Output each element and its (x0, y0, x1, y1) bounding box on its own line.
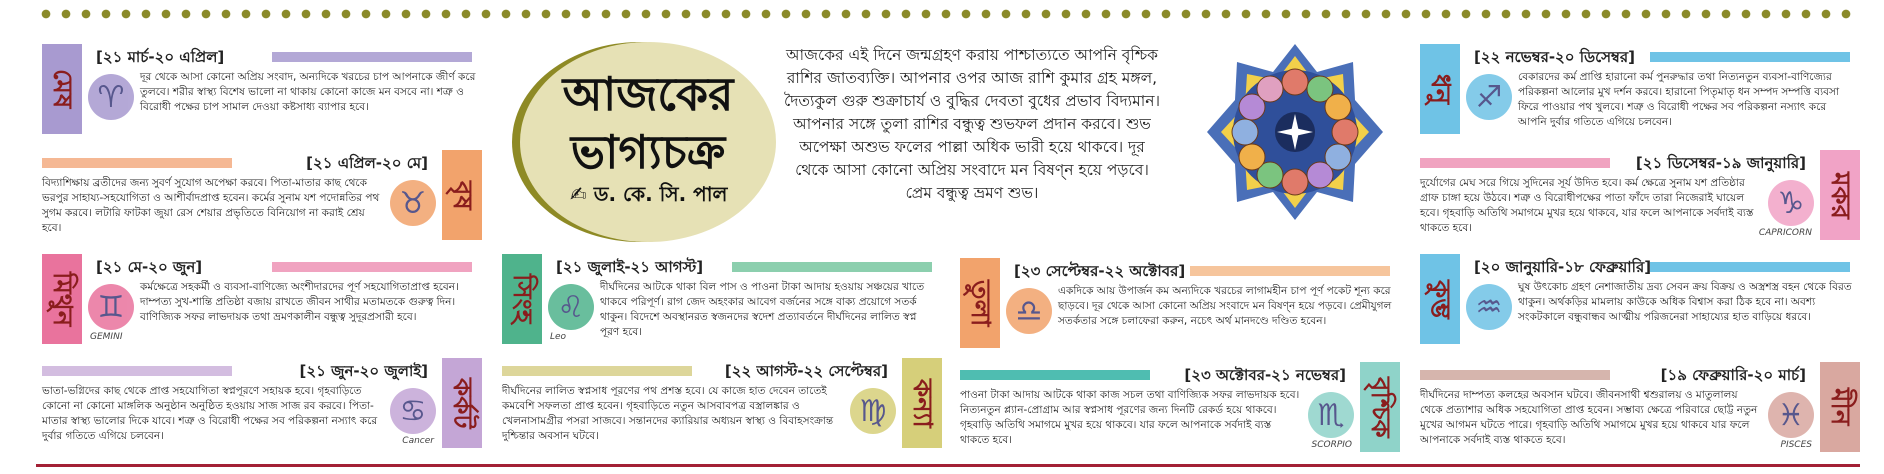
zodiac-symbol-icon: ♋ (390, 388, 436, 434)
sign-color-bar (502, 366, 692, 376)
pen-icon: ✍ (570, 182, 587, 206)
horoscope-entry (1420, 362, 1860, 458)
horoscope-entry (502, 254, 942, 350)
zodiac-symbol-icon: ♈ (88, 74, 134, 120)
zodiac-symbol-icon: ♎ (1006, 288, 1052, 334)
zodiac-symbol-label: Leo (550, 332, 567, 342)
zodiac-symbol-icon: ♒ (1466, 284, 1512, 330)
sign-forecast-text: কর্মক্ষেত্রে সহকর্মী ও ব্যবসা-বাণিজ্যে অংশীদারদের পূর্ণ সহযোগিতাপ্রাপ্ত হবেন। দাম্পত্য সুখ-শান্তি প্রতিষ্ঠা বজায় রাখতে জীবন সাথীর মতামতকে গুরুত্ব দিন। বাণিজ্যিক সফর লাভদায়ক তথা ভ্রমণকালীন বন্ধুত্ব সুদূরপ্রসারী হবে। (140, 281, 459, 323)
horoscope-entry (42, 44, 482, 140)
sign-name-tab: তুলা (960, 258, 1000, 348)
zodiac-symbol-icon: ♏ (1308, 392, 1354, 438)
sign-name-tab: মিথুন (42, 254, 82, 344)
sign-date-range: [২১ জুন-২০ জুলাই] (299, 362, 428, 380)
page-title-line2: ভাগ্যচক্র (570, 125, 726, 179)
page-title-line1: আজকের (562, 67, 734, 121)
sign-name-tab: কর্কট (442, 358, 482, 448)
zodiac-symbol-icon: ♌ (548, 284, 594, 330)
sign-color-bar (1650, 52, 1850, 62)
intro-paragraph: আজকের এই দিনে জন্মগ্রহণ করায় পাশ্চাত্যতে আপনি বৃশ্চিক রাশির জাতব্যক্তি। আপনার ওপর আজ রাশি কুমার গ্রহ মঙ্গল, দৈত্যকুল গুরু শুক্রাচার্য ও বুদ্ধির দেবতা বুধের প্রভাব বিদ্যমান। আপনার সঙ্গে তুলা রাশির বন্ধুত্ব শুভফল প্রদান করবে। শুভ অপেক্ষা অশুভ ফলের পাল্লা অধিক ভারী হয়ে থাকবে। দূর থেকে আসা কোনো অপ্রিয় সংবাদে মন বিষণ্ন হয়ে পড়বে। প্রেম বন্ধুত্ব ভ্রমণ শুভ। (783, 46, 1161, 202)
horoscope-entry (42, 358, 482, 454)
zodiac-symbol-icon: ♍ (850, 388, 896, 434)
horoscope-entry (1420, 44, 1860, 140)
sign-forecast-text: দুর্যোগের মেঘ সরে গিয়ে সুদিনের সূর্য উদিত হবে। কর্ম ক্ষেত্রে সুনাম যশ প্রতিষ্ঠার গ্রাফ চাঙ্গা হয়ে উঠবে। শত্রু ও বিরোধীপক্ষের পাতা ফাঁদে তারা নিজেরাই ঘায়েল হবে। গৃহবাড়ি অতিথি সমাগমে মুখর হয়ে থাকবে, যার ফলে আপনাকে সর্বদাই ব্যস্ত থাকতে হবে। (1420, 177, 1754, 234)
zodiac-symbol-label: CAPRICORN (1758, 228, 1812, 238)
sign-date-range: [২৩ অক্টোবর-২১ নভেম্বর] (1184, 366, 1346, 384)
horoscope-entry (1420, 254, 1860, 350)
sign-color-bar (732, 262, 932, 272)
sign-forecast-text: দীর্ঘদিনের দাম্পত্য কলহের অবসান ঘটবে। জীবনসাথী শ্বশুরালয় ও মাতুলালয় থেকে প্রত্যাশার অধিক সহযোগিতা প্রাপ্ত হবেন। সম্ভাব্য ক্ষেত্রে পরিবারে ছোট্ট নতুন মুখের আগমন ঘটতে পারে। গৃহবাড়ি অতিথি সমাগমে মুখর হয়ে থাকবে যার ফলে আপনাকে সর্বদাই ব্যস্ত থাকতে হবে। (1420, 389, 1758, 446)
sign-name-tab: মেষ (42, 44, 82, 134)
sign-date-range: [২১ জুলাই-২১ আগস্ট] (556, 258, 704, 276)
zodiac-symbol-icon: ♐ (1466, 74, 1512, 120)
sign-color-bar (42, 158, 232, 168)
sign-forecast-text: ভাতা-ভগ্নিদের কাছ থেকে প্রাপ্ত সহযোগিতা স্বপ্নপূরণে সহায়ক হবে। গৃহবাড়িতে কোনো না কোনো মাঙ্গলিক অনুষ্ঠান অনুষ্ঠিত হওয়ায় সাজ সাজ রব করবে। পিতা-মাতার স্বাস্থ্য ভালোর দিকে যাবে। শত্রু ও বিরোধী পক্ষের সব পরিকল্পনা নস্যাৎ করে দুর্বার গতিতে এগিয়ে চলবেন। (42, 385, 378, 442)
sign-date-range: [২১ এপ্রিল-২০ মে] (306, 154, 428, 172)
horoscope-entry (960, 362, 1400, 458)
sign-date-range: [২১ মে-২০ জুন] (96, 258, 203, 276)
zodiac-symbol-icon: ♑ (1768, 180, 1814, 226)
sign-date-range: [২২ আগস্ট-২২ সেপ্টেম্বর] (724, 362, 888, 380)
sign-forecast-text: ঘুষ উৎকোচ গ্রহণ নেশাজাতীয় দ্রব্য সেবন ক্রয় বিক্রয় ও অস্ত্রশস্ত্র বহন থেকে বিরত থাকুন। অর্থকড়ির মামলায় কাউকে অধিক বিশ্বাস করা ঠিক হবে না। অবশ্য সংকটকালে বন্ধুবান্ধব আত্মীয় পরিজনেরা সাহায্যের হাত বাড়িয়ে ধরবে। (1518, 281, 1852, 323)
sign-color-bar (1650, 262, 1850, 272)
bottom-rule (36, 464, 1860, 467)
sign-name-tab: সিংহ (502, 254, 542, 344)
zodiac-symbol-icon: ♉ (390, 180, 436, 226)
sign-color-bar (1190, 266, 1390, 276)
sign-name-tab: বৃষ (442, 150, 482, 240)
sign-date-range: [২১ মার্চ-২০ এপ্রিল] (96, 48, 225, 66)
author-name: ড. কে. সি. পাল (593, 182, 728, 206)
horoscope-entry (960, 258, 1400, 354)
zodiac-symbol-label: PISCES (1780, 440, 1812, 450)
sign-date-range: [২১ ডিসেম্বর-১৯ জানুয়ারি] (1635, 154, 1806, 172)
sign-forecast-text: বেকারদের কর্ম প্রাপ্তি হারানো কর্ম পুনরুদ্ধার তথা নিত্যনতুন ব্যবসা-বাণিজ্যের পরিকল্পনা আলোর মুখ দর্শন করবে। হারানো পিতৃমাতৃ ধন সম্পদ সম্পত্তি ব্যবসা ফিরে পাওয়ার পথ খুলবে। শত্রু ও বিরোধী পক্ষের সব পরিকল্পনা নস্যাৎ করে আপনি দুর্বার গতিতে এগিয়ে চলবেন। (1518, 71, 1839, 128)
sign-forecast-text: বিদ্যাশিক্ষায় ব্রতীদের জন্য সুবর্ণ সুযোগ অপেক্ষা করবে। পিতা-মাতার কাছ থেকে ভরপুর সাহায্য-সহযোগিতা ও আশীর্বাদপ্রাপ্ত হবেন। কর্মের সুনাম যশ পদোন্নতির পথ সুগম করবে। লটারি ফাটকা জুয়া রেস শেয়ার প্রভৃতিতে বিনিয়োগ না করাই শ্রেয় হবে। (42, 177, 380, 234)
sign-name-tab: কুম্ভ (1420, 254, 1460, 344)
sign-date-range: [১৯ ফেব্রুয়ারি-২০ মার্চ] (1660, 366, 1806, 384)
zodiac-wheel-icon (1205, 42, 1385, 222)
zodiac-symbol-label: SCORPIO (1311, 440, 1352, 450)
zodiac-symbol-label: GEMINI (90, 332, 123, 342)
horoscope-entry (1420, 150, 1860, 246)
sign-name-tab: মকর (1820, 150, 1860, 240)
sign-name-tab: ধনু (1420, 44, 1460, 134)
sign-name-tab: বৃশ্চিক (1360, 362, 1400, 452)
sign-forecast-text: দীর্ঘদিনের লালিত স্বপ্নসাধ পূরণের পথ প্রশস্ত হবে। যে কাজে হাত দেবেন তাতেই কমবেশি সফলতা প্রাপ্ত হবেন। গৃহবাড়িতে নতুন আসবাবপত্র বস্ত্রালঙ্কার ও খেলনাসামগ্রীর পসরা সাজবে। সন্তানদের ক্যারিয়ার অধ্যয়ন স্বাস্থ্য ও বিবাহসংক্রান্ত দুশ্চিন্তার অবসান ঘটবে। (502, 385, 834, 442)
horoscope-entry (42, 254, 482, 350)
zodiac-symbol-label: Cancer (402, 436, 434, 446)
horoscope-entry (502, 358, 942, 454)
sign-forecast-text: একদিকে আয় উপার্জন কম অন্যদিকে খরচের লাগামহীন চাপ পূর্ণ পকেট শূন্য করে ছাড়বে। দূর থেকে আসা কোনো অপ্রিয় সংবাদে মন বিষণ্ন হয়ে পড়বে। প্রেমীযুগল সতর্কতার সঙ্গে চলাফেরা করুন, নচেৎ অর্থ মানদণ্ডে দণ্ডিত হবেন। (1058, 285, 1392, 327)
sign-color-bar (272, 52, 472, 62)
sign-forecast-text: পাওনা টাকা আদায় আটকে থাকা কাজ সচল তথা বাণিজ্যিক সফর লাভদায়ক হবে। নিত্যনতুন প্ল্যান-প্রোগ্রাম আর স্বপ্নসাধ পূরণের জন্য দিনটি রেকর্ড হয়ে থাকবে। গৃহবাড়ি অতিথি সমাগমে মুখর হয়ে থাকবে। যার ফলে আপনাকে সর্বদাই ব্যস্ত থাকতে হবে। (960, 389, 1300, 446)
sign-name-tab: কন্যা (902, 358, 942, 448)
sign-color-bar (1420, 158, 1610, 168)
sign-color-bar (42, 366, 232, 376)
sign-forecast-text: দূর থেকে আসা কোনো অপ্রিয় সংবাদ, অন্যদিকে খরচের চাপ আপনাকে জীর্ণ করে তুলবে। শরীর স্বাস্থ্য বিশেষ ভালো না থাকায় কোনো কাজে মন বসবে না। শত্রু ও বিরোধী পক্ষের চাপ সামাল দেওয়া কষ্টসাধ্য ব্যাপার হবে। (140, 71, 476, 113)
sign-color-bar (1420, 370, 1610, 380)
horoscope-entry (42, 150, 482, 246)
sign-color-bar (960, 370, 1150, 380)
sign-date-range: [২৩ সেপ্টেম্বর-২২ অক্টোবর] (1014, 262, 1186, 280)
sign-date-range: [২২ নভেম্বর-২০ ডিসেম্বর] (1474, 48, 1635, 66)
sign-forecast-text: দীর্ঘদিনের আটকে থাকা বিল পাস ও পাওনা টাকা আদায় হওয়ায় সঞ্চয়ের খাতে থাকবে পরিপূর্ণ। রাগ জেদ অহংকার আবেগ বর্জনের সঙ্গে বাক্য প্রয়োগে সতর্ক থাকুন। বিদেশে অবস্থানরত স্বজনদের স্বদেশ প্রত্যাবর্তনে দীর্ঘদিনের লালিত স্বপ্ন পূরণ হবে। (600, 281, 925, 338)
sign-date-range: [২০ জানুয়ারি-১৮ ফেব্রুয়ারি] (1474, 258, 1652, 276)
zodiac-symbol-icon: ♓ (1768, 392, 1814, 438)
author-byline (570, 180, 727, 213)
zodiac-symbol-icon: ♊ (88, 284, 134, 330)
sign-name-tab: মীন (1820, 362, 1860, 452)
sign-color-bar (272, 262, 472, 272)
top-dot-border (36, 8, 1860, 20)
